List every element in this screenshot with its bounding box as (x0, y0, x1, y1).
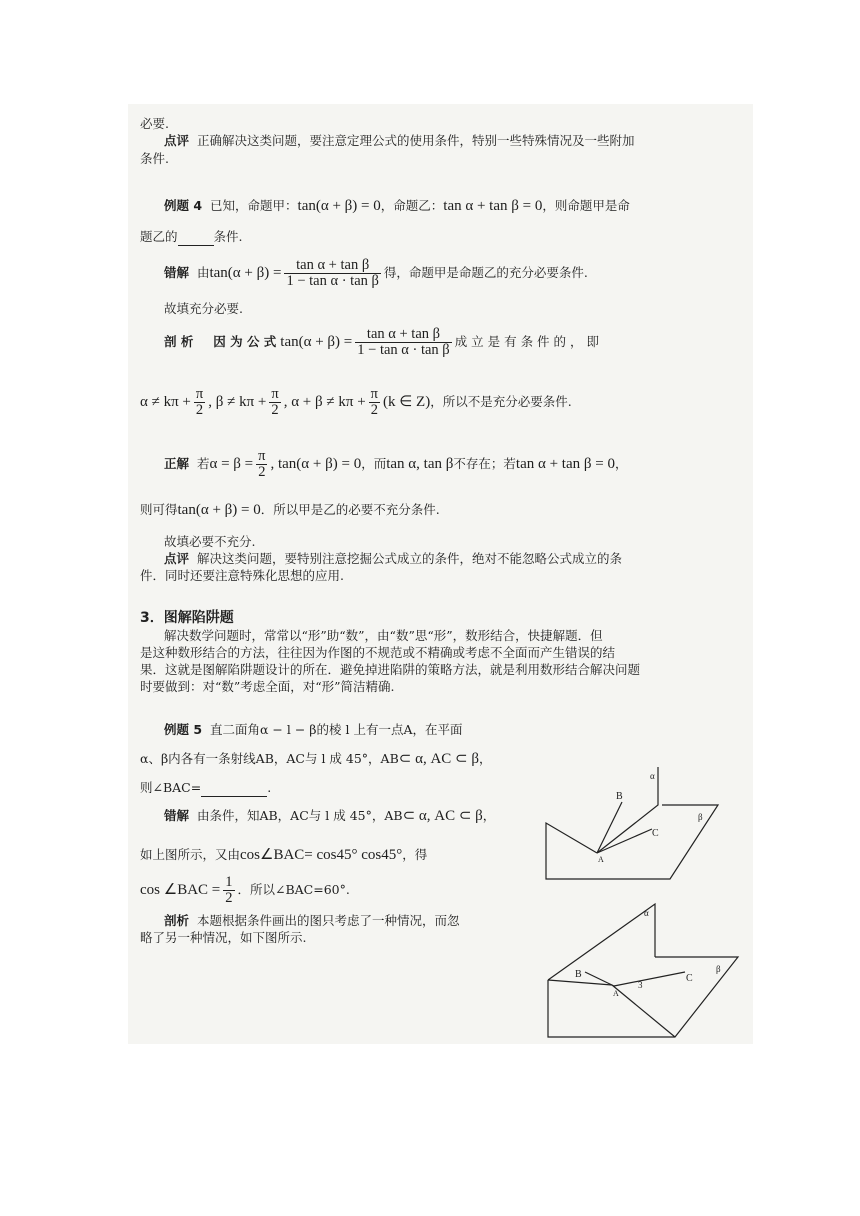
fraction: $\frac{1}{2}$ (225, 874, 233, 906)
wrong-solution: 错解 由条件，知AB，AC与 l 成 45°，AB⊂ α, AC ⊂ β， (164, 808, 496, 824)
comment-label: 点评 (164, 551, 190, 566)
text-line: 故填充分必要. (164, 301, 243, 316)
analysis-label: 剖 析 (164, 334, 194, 349)
formula: tan α + tan β = 0 (443, 198, 543, 214)
text-line: 条件. (140, 151, 169, 166)
example-4-question: 题乙的 条件. (140, 229, 243, 244)
text-line: 略了另一种情况，如下图所示. (140, 930, 307, 945)
label-C: C (652, 828, 659, 839)
fraction: $\frac{\pi}{2}$ (195, 386, 204, 418)
text-line: 解决数学问题时，常常以“形”助“数”，由“数”思“形”，数形结合，快捷解题．但 (164, 628, 603, 643)
label-alpha: α (650, 771, 655, 781)
correct-solution: 正解 若α = β = $\frac{\pi}{2}$ , tan(α + β) = 0，而tan α, tan β不存在；若tan α + tan β = 0， (164, 448, 628, 480)
text-line: 是这种数形结合的方法，往往因为作图的不规范或不精确或考虑不全面而产生错误的结 (140, 645, 616, 660)
label-B: B (616, 791, 623, 802)
text-line: 如上图所示，又由cos∠BAC= cos45° cos45°，得 (140, 847, 428, 863)
wrong-solution-label: 错解 (164, 808, 190, 823)
fraction: $\frac{\text{tan α + tan β}}{\text{1 − tan α · tan β}}$ (286, 257, 379, 289)
dihedral-figure-1 (540, 755, 730, 885)
comment-paragraph: 点评 解决这类问题，要特别注意挖掘公式成立的条件，绝对不能忽略公式成立的条 (164, 551, 622, 566)
wrong-solution-label: 错解 (164, 265, 190, 280)
label-beta: β (698, 812, 703, 822)
wrong-solution: 错解 由tan(α + β) = $\frac{\text{tan α + tan β}}{\text{1 − tan α · tan β}}$ 得，命题甲是命题乙的充分必要条件. (164, 257, 588, 289)
label-C: C (686, 973, 693, 984)
example-5-statement: 例题 5 直二面角α − l − β的棱 l 上有一点A，在平面 (164, 722, 463, 737)
comment-paragraph: 点评 正确解决这类问题，要注意定理公式的使用条件，特别一些特殊情况及一些附加 (164, 133, 635, 148)
example-4-statement: 例题 4 已知，命题甲：tan(α + β) = 0，命题乙：tan α + tan β = 0，则命题甲是命 (164, 198, 630, 214)
example-label: 例题 4 (164, 198, 203, 213)
text-line: 必要. (140, 116, 169, 131)
analysis-paragraph: 剖析 本题根据条件画出的图只考虑了一种情况，而忽 (164, 913, 460, 928)
fraction: $\frac{\text{tan α + tan β}}{\text{1 − tan α · tan β}}$ (357, 326, 450, 358)
text-line: 则∠BAC= . (140, 780, 272, 795)
formula: tan(α + β) = 0 (297, 198, 381, 214)
fraction: $\frac{\pi}{2}$ (258, 448, 266, 480)
label-alpha: α (644, 908, 649, 918)
correct-solution-label: 正解 (164, 456, 190, 471)
text-line: 时要做到：对“数”考虑全面，对“形”简洁精确. (140, 679, 395, 694)
label-B: B (575, 969, 582, 980)
answer-blank (201, 780, 267, 797)
label-beta: β (716, 964, 721, 974)
dihedral-figure-2 (540, 900, 745, 1045)
text-line: 则可得tan(α + β) = 0．所以甲是乙的必要不充分条件. (140, 502, 440, 518)
answer-blank (178, 229, 214, 246)
analysis-label: 剖析 (164, 913, 190, 928)
fraction: $\frac{\pi}{2}$ (370, 386, 378, 418)
ray-AB (597, 802, 622, 853)
label-3: 3 (638, 980, 643, 990)
text-line: cos ∠BAC = $\frac{1}{2}$ ．所以∠BAC=60°. (140, 874, 350, 906)
label-A: A (598, 855, 604, 864)
comment-label: 点评 (164, 133, 190, 148)
example-label: 例题 5 (164, 722, 203, 737)
ray-AC (597, 829, 652, 853)
condition-line: α ≠ kπ + $\frac{\pi}{2}$ , β ≠ kπ + $\frac{\pi}{2}$ , α + β ≠ kπ + $\frac{\pi}{2}$ (k ∈ Z)，所以不是充分必要条件. (140, 386, 572, 418)
section-heading: 3．图解陷阱题 (140, 610, 234, 626)
text-line: α、β内各有一条射线AB，AC与 l 成 45°，AB⊂ α, AC ⊂ β， (140, 751, 492, 767)
text-line: 果．这就是图解陷阱题设计的所在．避免掉进陷阱的策略方法，就是利用数形结合解决问题 (140, 662, 641, 677)
fraction: $\frac{\pi}{2}$ (271, 386, 279, 418)
ray-AC (614, 972, 685, 986)
analysis-paragraph: 剖 析 因 为 公 式 tan(α + β) = $\frac{\text{tan α + tan β}}{\text{1 − tan α · tan β}}$ 成 立 是 有 条 件 的 ， 即 (164, 326, 599, 358)
text-line: 故填必要不充分. (164, 534, 256, 549)
text-line: 件．同时还要注意特殊化思想的应用. (140, 568, 344, 583)
label-A: A (613, 989, 619, 998)
